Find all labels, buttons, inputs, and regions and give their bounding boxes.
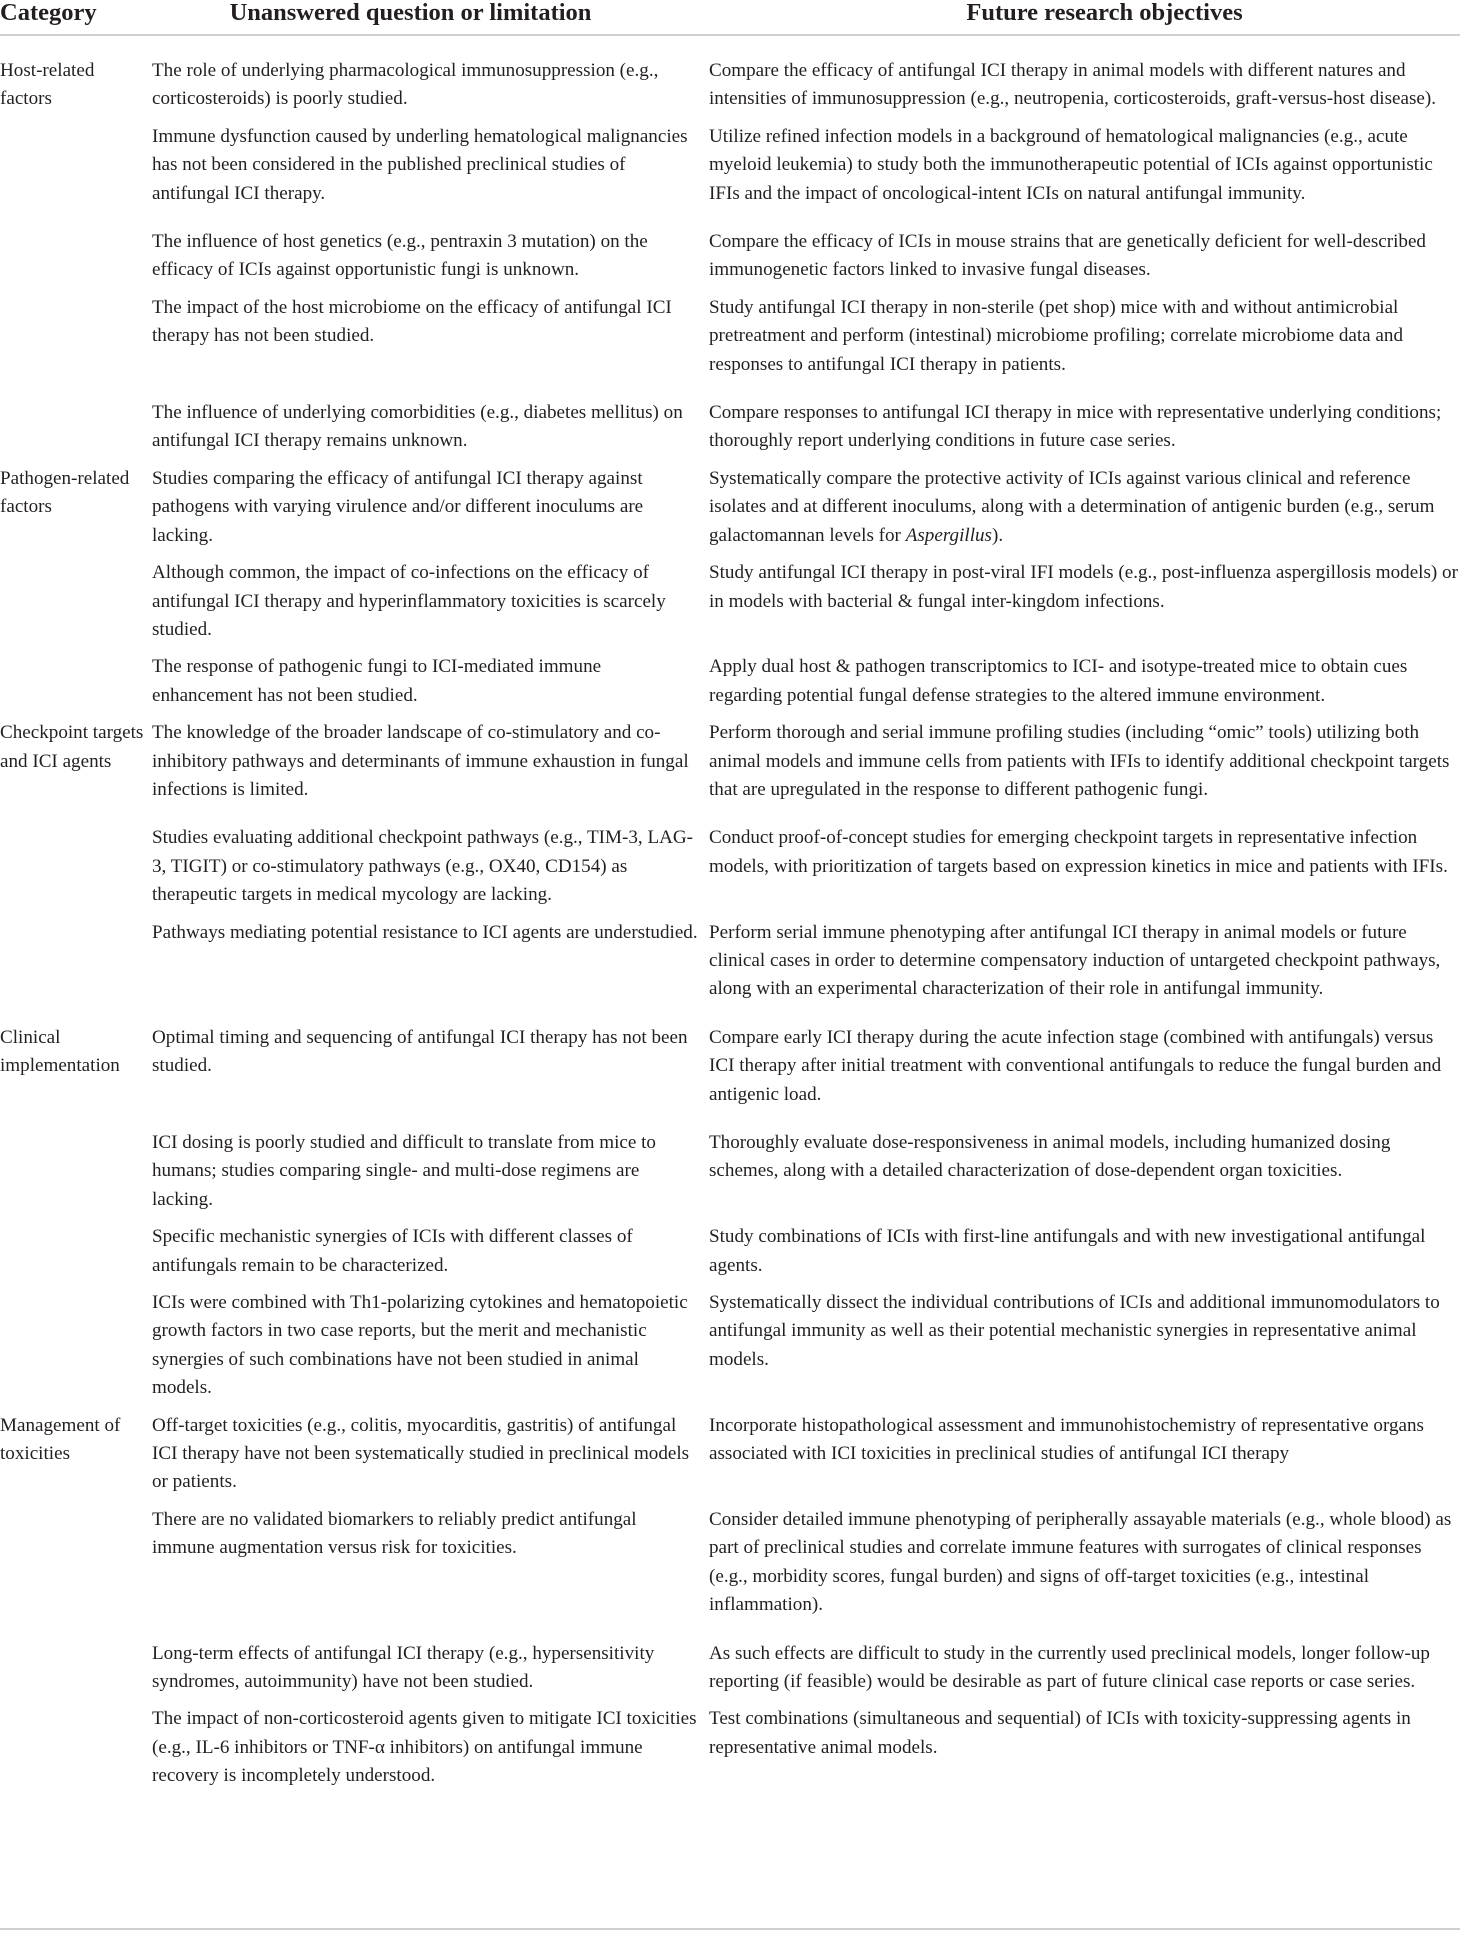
category-cell: Checkpoint targets and ICI agents <box>0 722 144 772</box>
table-row <box>0 1506 1460 1640</box>
table-row <box>0 228 1460 294</box>
table-row <box>0 559 1460 653</box>
category-cell <box>0 294 152 399</box>
table-row <box>0 35 1460 123</box>
future-cell: Compare early ICI therapy during the acute infection stage (combined with antifungals) versus ICI therapy after initial treatment with conventional antifungals to reduce the fungal burden and antigenic load. <box>709 1026 1442 1105</box>
table-row <box>0 1640 1460 1706</box>
table-body <box>0 35 1460 1800</box>
category-cell: Clinical implementation <box>0 1026 120 1077</box>
table-row <box>0 1223 1460 1289</box>
header-future: Future research objectives <box>709 0 1460 35</box>
future-cell: Compare the efficacy of ICIs in mouse strains that are genetically deficient for well-described immunogenetic factors linked to invasive fungal diseases. <box>709 231 1426 281</box>
category-cell <box>0 653 152 719</box>
table-header <box>0 0 1460 35</box>
unanswered-cell: Although common, the impact of co-infections on the efficacy of antifungal ICI therapy and hyperinflammatory toxicities is scarcely studied. <box>152 562 666 640</box>
future-cell: Study combinations of ICIs with first-line antifungals and with new investigational antifungal agents. <box>709 1226 1426 1276</box>
category-cell <box>0 1223 152 1289</box>
future-cell: Conduct proof-of-concept studies for emerging checkpoint targets in representative infection models, with prioritization of targets based on expression kinetics in mice and patients with IFIs. <box>709 827 1448 877</box>
unanswered-cell: Immune dysfunction caused by underling hematological malignancies has not been considered in the published preclinical studies of antifungal ICI therapy. <box>152 125 688 204</box>
future-text-end: ). <box>991 524 1004 546</box>
unanswered-cell: There are no validated biomarkers to reliably predict antifungal immune augmentation versus risk for toxicities. <box>152 1508 637 1559</box>
table-row <box>0 399 1460 465</box>
table-row <box>0 465 1460 559</box>
table-row <box>0 719 1460 824</box>
future-cell: Perform serial immune phenotyping after antifungal ICI therapy in animal models or future clinical cases in order to determine compensatory induction of untargeted checkpoint pathways, along with an experimental characterization of their role in antifungal immunity. <box>709 921 1441 1000</box>
category-cell: Pathogen-related factors <box>0 467 130 518</box>
unanswered-cell: The impact of the host microbiome on the efficacy of antifungal ICI therapy has not been studied. <box>152 296 672 347</box>
unanswered-cell: The influence of host genetics (e.g., pentraxin 3 mutation) on the efficacy of ICIs against opportunistic fungi is unknown. <box>152 231 648 281</box>
unanswered-cell: The influence of underlying comorbidities (e.g., diabetes mellitus) on antifungal ICI therapy remains unknown. <box>152 402 683 452</box>
unanswered-cell: Off-target toxicities (e.g., colitis, myocarditis, gastritis) of antifungal ICI therapy have not been systematically studied in preclinical models or patients. <box>152 1414 690 1493</box>
unanswered-cell: The role of underlying pharmacological immunosuppression (e.g., corticosteroids) is poorly studied. <box>152 60 659 110</box>
future-cell: Systematically dissect the individual contributions of ICIs and additional immunomodulators to antifungal immunity as well as their potential mechanistic synergies in representative animal models. <box>709 1292 1440 1370</box>
unanswered-cell: Studies comparing the efficacy of antifungal ICI therapy against pathogens with varying virulence and/or different inoculums are lacking. <box>152 467 644 546</box>
future-text: Systematically compare the protective activity of ICIs against various clinical and reference isolates and at different inoculums, along with a determination of antigenic burden (e.g., serum galactomannan levels for <box>709 467 1435 546</box>
future-cell: Utilize refined infection models in a background of hematological malignancies (e.g., acute myeloid leukemia) to study both the immunotherapeutic potential of ICIs against opportunistic IFIs and the impact of oncological-intent ICIs on natural antifungal immunity. <box>709 125 1433 204</box>
unanswered-cell: Long-term effects of antifungal ICI therapy (e.g., hypersensitivity syndromes, autoimmunity) have not been studied. <box>152 1642 655 1692</box>
category-cell <box>0 559 152 653</box>
table-row <box>0 1129 1460 1223</box>
table-row <box>0 653 1460 719</box>
category-cell <box>0 1640 152 1706</box>
table-row <box>0 1705 1460 1799</box>
future-cell: Consider detailed immune phenotyping of peripherally assayable materials (e.g., whole blood) as part of preclinical studies and correlate immune features with surrogates of clinical responses (e.g., morbidity scores, fungal burden) and signs of off-target toxicities (e.g., intestinal inflammation). <box>709 1508 1452 1616</box>
unanswered-cell: Pathways mediating potential resistance to ICI agents are understudied. <box>152 921 698 943</box>
future-cell: Study antifungal ICI therapy in non-sterile (pet shop) mice with and without antimicrobial pretreatment and perform (intestinal) microbiome profiling; correlate microbiome data and responses to antifungal ICI therapy in patients. <box>709 296 1404 375</box>
future-cell: Incorporate histopathological assessment and immunohistochemistry of representative organs associated with ICI toxicities in preclinical studies of antifungal ICI therapy <box>709 1414 1424 1465</box>
table-row <box>0 919 1460 1024</box>
category-cell <box>0 1289 152 1412</box>
category-cell <box>0 1506 152 1640</box>
table-row <box>0 294 1460 399</box>
category-cell <box>0 1705 152 1799</box>
category-cell <box>0 228 152 294</box>
unanswered-cell: Studies evaluating additional checkpoint pathways (e.g., TIM-3, LAG-3, TIGIT) or co-stimulatory pathways (e.g., OX40, CD154) as therapeutic targets in medical mycology are lacking. <box>152 827 694 906</box>
future-cell: Apply dual host & pathogen transcriptomics to ICI- and isotype-treated mice to obtain cues regarding potential fungal defense strategies to the altered immune environment. <box>709 656 1408 706</box>
category-cell <box>0 1129 152 1223</box>
future-cell: Compare responses to antifungal ICI therapy in mice with representative underlying conditions; thoroughly report underlying conditions in future case series. <box>709 402 1442 452</box>
table-bottom-rule <box>0 1928 1460 1930</box>
future-cell: Test combinations (simultaneous and sequential) of ICIs with toxicity-suppressing agents in representative animal models. <box>709 1708 1411 1758</box>
future-cell: Compare the efficacy of antifungal ICI therapy in animal models with different natures and intensities of immunosuppression (e.g., neutropenia, corticosteroids, graft-versus-host disease). <box>709 60 1436 110</box>
unanswered-cell: Optimal timing and sequencing of antifungal ICI therapy has not been studied. <box>152 1026 688 1077</box>
future-cell <box>709 465 1460 559</box>
category-cell <box>0 399 152 465</box>
future-cell: Perform thorough and serial immune profiling studies (including “omic” tools) utilizing both animal models and immune cells from patients with IFIs to identify additional checkpoint targets that are upregulated in the response to different pathogenic fungi. <box>709 722 1450 800</box>
category-cell <box>0 919 152 1024</box>
header-category: Category <box>0 0 152 35</box>
unanswered-cell: The response of pathogenic fungi to ICI-mediated immune enhancement has not been studied. <box>152 656 602 706</box>
category-cell <box>0 824 152 918</box>
unanswered-cell: Specific mechanistic synergies of ICIs with different classes of antifungals remain to be characterized. <box>152 1226 633 1276</box>
table-row <box>0 1412 1460 1506</box>
header-unanswered: Unanswered question or limitation <box>152 0 709 35</box>
unanswered-cell: The impact of non-corticosteroid agents given to mitigate ICI toxicities (e.g., IL-6 inhibitors or TNF-α inhibitors) on antifungal immune recovery is incompletely understood. <box>152 1708 697 1787</box>
table-row <box>0 824 1460 918</box>
unanswered-cell: ICI dosing is poorly studied and difficult to translate from mice to humans; studies comparing single- and multi-dose regimens are lacking. <box>152 1132 656 1210</box>
category-cell: Management of toxicities <box>0 1414 121 1465</box>
unanswered-cell: ICIs were combined with Th1-polarizing cytokines and hematopoietic growth factors in two case reports, but the merit and mechanistic synergies of such combinations have not been studied in animal models. <box>152 1292 688 1399</box>
table-row <box>0 123 1460 228</box>
future-cell: Thoroughly evaluate dose-responsiveness in animal models, including humanized dosing schemes, along with a detailed characterization of dose-dependent organ toxicities. <box>709 1132 1391 1182</box>
category-cell <box>0 123 152 228</box>
future-cell: Study antifungal ICI therapy in post-viral IFI models (e.g., post-influenza aspergillosis models) or in models with bacterial & fungal inter-kingdom infections. <box>709 562 1458 612</box>
genus-name: Aspergillus <box>905 524 992 546</box>
future-cell: As such effects are difficult to study in the currently used preclinical models, longer follow-up reporting (if feasible) would be desirable as part of future clinical case reports or case series. <box>709 1642 1430 1692</box>
category-cell: Host-related factors <box>0 60 95 110</box>
unanswered-cell: The knowledge of the broader landscape of co-stimulatory and co-inhibitory pathways and determinants of immune exhaustion in fungal infections is limited. <box>152 722 689 800</box>
header-row <box>0 0 1460 35</box>
table-row <box>0 1289 1460 1412</box>
table-row <box>0 1024 1460 1129</box>
